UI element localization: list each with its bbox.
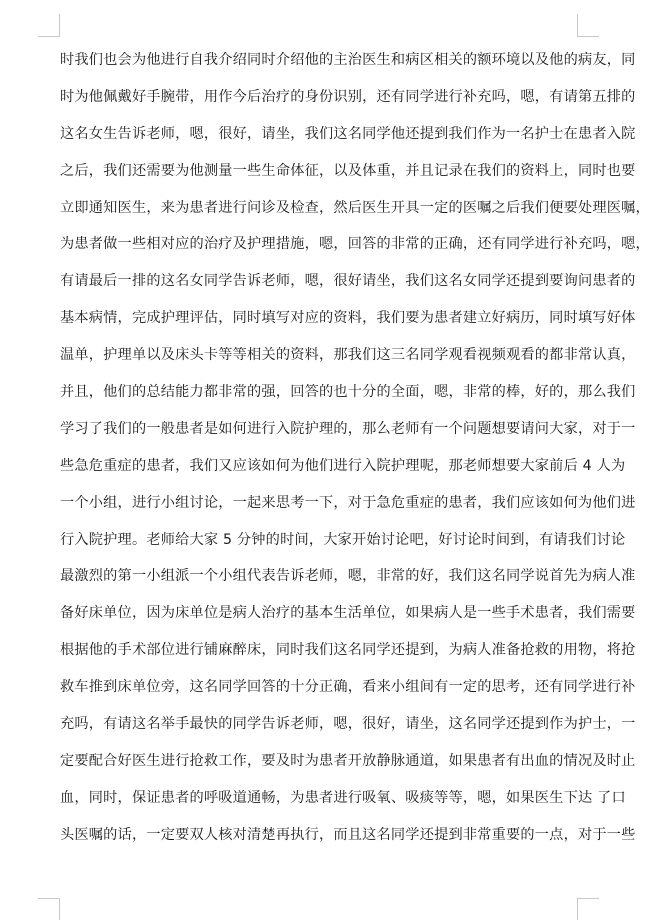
crop-mark-top-right bbox=[577, 36, 599, 37]
text-line: 为患者做一些相对应的治疗及护理措施，嗯，回答的非常的正确，还有同学进行补充吗，嗯， bbox=[60, 236, 650, 253]
text-line: 时为他佩戴好手腕带，用作今后治疗的身份识别，还有同学进行补充吗，嗯，有请第五排的 bbox=[60, 88, 636, 105]
text-line: 温单，护理单以及床头卡等等相关的资料，那我们这三名同学观看视频观看的都非常认真， bbox=[60, 347, 636, 364]
crop-mark-top-left bbox=[59, 14, 60, 36]
body-paragraph bbox=[60, 42, 650, 854]
crop-mark-bottom-right bbox=[577, 898, 599, 899]
text-line: 有请最后一排的这名女同学告诉老师，嗯，很好请坐，我们这名女同学还提到要询问患者的 bbox=[60, 273, 636, 290]
text-line: 根据他的手术部位进行铺麻醉床，同时我们这名同学还提到，为病人准备抢救的用物，将抢 bbox=[60, 642, 636, 659]
crop-mark-top-left bbox=[38, 36, 60, 37]
text-line: 时我们也会为他进行自我介绍同时介绍他的主治医生和病区相关的额环境以及他的病友，同 bbox=[60, 52, 636, 68]
text-line: 最激烈的第一小组派一个小组代表告诉老师，嗯，非常的好，我们这名同学说首先为病人准 bbox=[60, 568, 636, 585]
text-line: 些急危重症的患者，我们又应该如何为他们进行入院护理呢，那老师想要大家前后 4 人为 bbox=[60, 457, 626, 474]
text-line: 立即通知医生，来为患者进行问诊及检查，然后医生开具一定的医嘱之后我们便要处理医嘱， bbox=[60, 199, 650, 216]
crop-mark-bottom-left bbox=[38, 898, 60, 899]
text-line: 头医嘱的话，一定要双人核对清楚再执行，而且这名同学还提到非常重要的一点，对于一些 bbox=[60, 826, 636, 843]
text-line: 备好床单位，因为床单位是病人治疗的基本生活单位，如果病人是一些手术患者，我们需要 bbox=[60, 605, 636, 622]
text-line: 这名女生告诉老师，嗯，很好，请坐，我们这名同学他还提到我们作为一名护士在患者入院 bbox=[60, 125, 636, 142]
text-line: 基本病情，完成护理评估，同时填写对应的资料，我们要为患者建立好病历，同时填写好体 bbox=[60, 310, 636, 327]
text-line: 行入院护理。老师给大家 5 分钟的时间，大家开始讨论吧，好讨论时间到，有请我们讨论 bbox=[60, 531, 626, 548]
crop-mark-bottom-right bbox=[577, 898, 578, 920]
text-line: 救车推到床单位旁，这名同学回答的十分正确，看来小组间有一定的思考，还有同学进行补 bbox=[60, 679, 636, 696]
crop-mark-bottom-left bbox=[59, 898, 60, 920]
text-line: 之后，我们还需要为他测量一些生命体征，以及体重，并且记录在我们的资料上，同时也要 bbox=[60, 162, 636, 179]
text-line: 定要配合好医生进行抢救工作，要及时为患者开放静脉通道，如果患者有出血的情况及时止 bbox=[60, 752, 636, 769]
text-line: 充吗，有请这名举手最快的同学告诉老师，嗯，很好，请坐，这名同学还提到作为护士，一 bbox=[60, 716, 636, 733]
crop-mark-top-right bbox=[577, 14, 578, 36]
text-line: 血，同时，保证患者的呼吸道通畅，为患者进行吸氧、吸痰等等，嗯，如果医生下达 了口 bbox=[60, 789, 626, 806]
text-line: 一个小组，进行小组讨论，一起来思考一下，对于急危重症的患者，我们应该如何为他们进 bbox=[60, 494, 636, 511]
text-line: 学习了我们的一般患者是如何进行入院护理的，那么老师有一个问题想要请问大家，对于一 bbox=[60, 420, 636, 437]
text-line: 并且，他们的总结能力都非常的强，回答的也十分的全面，嗯，非常的棒，好的，那么我们 bbox=[60, 384, 636, 401]
